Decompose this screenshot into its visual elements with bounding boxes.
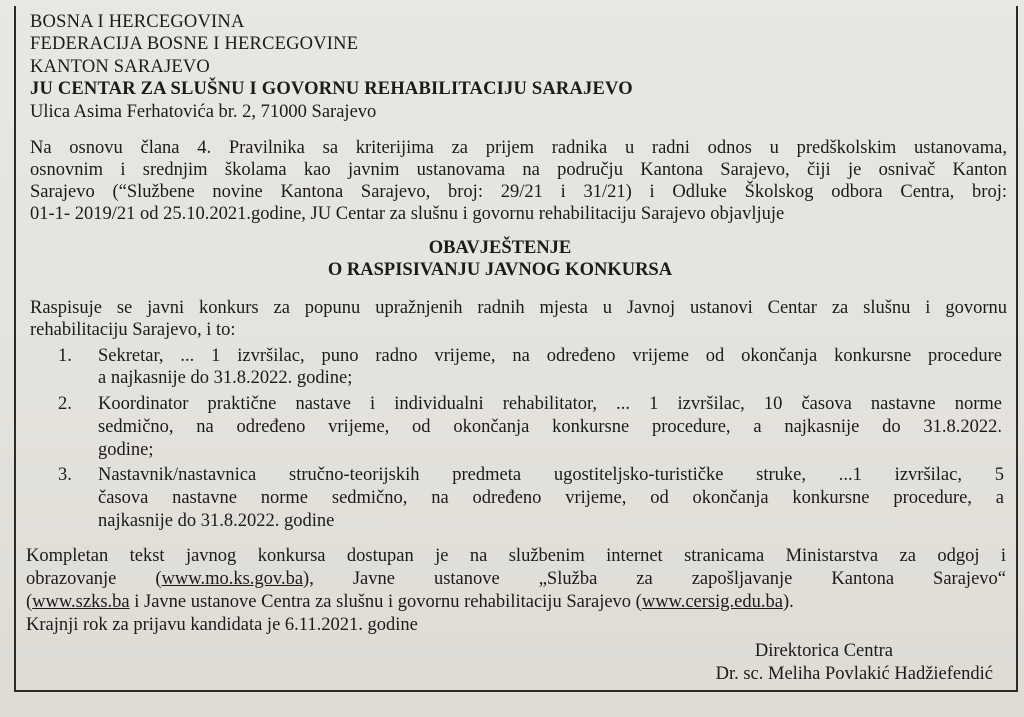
intro-line-3: Sarajevo (“Službene novine Kantona Sarajevo, broj: 29/21 i 31/21) i Odluke Školskog odbora Centra, broj: xyxy=(30,182,1007,202)
position-1-number: 1. xyxy=(58,346,72,366)
position-1-line-2: a najkasnije do 31.8.2022. godine; xyxy=(98,368,353,388)
signature-role: Direktorica Centra xyxy=(754,641,893,661)
position-3-number: 3. xyxy=(58,465,72,485)
closing-line-2 xyxy=(26,568,1006,590)
position-2-line-3: godine; xyxy=(98,440,154,460)
position-2-line-1: Koordinator praktične nastave i individualni rehabilitator, ... 1 izvršilac, 10 časova nastavne norme xyxy=(98,394,1002,414)
position-2-line-2: sedmično, na određeno vrijeme, od okončanja konkursne procedure, a najkasnije do 31.8.2022. xyxy=(98,417,1002,437)
intro-line-4: 01-1- 2019/21 od 25.10.2021.godine, JU Centar za slušnu i govornu rehabilitaciju Sarajevo objavljuje xyxy=(30,204,785,224)
position-2-number: 2. xyxy=(58,394,72,414)
application-deadline: Krajnji rok za prijavu kandidata je 6.11.2021. godine xyxy=(26,615,418,635)
header-canton: KANTON SARAJEVO xyxy=(30,57,210,77)
closing-line-3-text-c: ). xyxy=(782,592,794,612)
closing-line-3-text-b: i Javne ustanove Centra za slušnu i govornu rehabilitaciju Sarajevo ( xyxy=(129,592,642,612)
notice-subtitle: O RASPISIVANJU JAVNOG KONKURSA xyxy=(327,260,673,280)
closing-line-3 xyxy=(26,591,794,613)
position-3-line-1: Nastavnik/nastavnica stručno-teorijskih predmeta ugostiteljsko-turističke struke, ...1 izvršilac, 5 xyxy=(98,465,1004,485)
intro-line-1: Na osnovu člana 4. Pravilnika sa kriterijima za prijem radnika u radni odnos u predškolskim ustanovama, xyxy=(30,138,1007,158)
intro-line-2: osnovnim i srednjim školama kao javnim ustanovama na području Kantona Sarajevo, čiji je osnivač Kanton xyxy=(30,160,1007,180)
position-1-line-1: Sekretar, ... 1 izvršilac, puno radno vrijeme, na određeno vrijeme od okončanja konkursne procedure xyxy=(98,346,1002,366)
position-3-line-2: časova nastavne norme sedmično, na određeno vrijeme, od okončanja konkursne procedure, a xyxy=(98,488,1004,508)
ministry-link: www.mo.ks.gov.ba xyxy=(161,569,304,589)
header-institution: JU CENTAR ZA SLUŠNU I GOVORNU REHABILITACIJU SARAJEVO xyxy=(30,79,633,99)
closing-line-3-text-a: ( xyxy=(26,592,33,612)
notice-title: OBAVJEŠTENJE xyxy=(428,238,572,258)
header-address: Ulica Asima Ferhatovića br. 2, 71000 Sarajevo xyxy=(30,102,377,122)
header-country: BOSNA I HERCEGOVINA xyxy=(30,12,245,32)
closing-line-2-text-a: obrazovanje ( xyxy=(26,569,162,589)
header-federation: FEDERACIJA BOSNE I HERCEGOVINE xyxy=(30,34,359,54)
signature-name: Dr. sc. Meliha Povlakić Hadžiefendić xyxy=(715,664,993,684)
announcement-line-2: rehabilitaciju Sarajevo, i to: xyxy=(30,320,236,340)
cersig-link: www.cersig.edu.ba xyxy=(641,592,783,612)
closing-line-1: Kompletan tekst javnog konkursa dostupan je na službenim internet stranicama Ministarstva za odgoj i xyxy=(26,546,1006,566)
szks-link: www.szks.ba xyxy=(32,592,130,612)
closing-line-2-text-b: ), Javne ustanove „Služba za zapošljavanje Kantona Sarajevo“ xyxy=(303,569,1006,589)
position-3-line-3: najkasnije do 31.8.2022. godine xyxy=(98,511,335,531)
announcement-line-1: Raspisuje se javni konkurs za popunu upražnjenih radnih mjesta u Javnoj ustanovi Centar za slušnu i govornu xyxy=(30,298,1007,318)
